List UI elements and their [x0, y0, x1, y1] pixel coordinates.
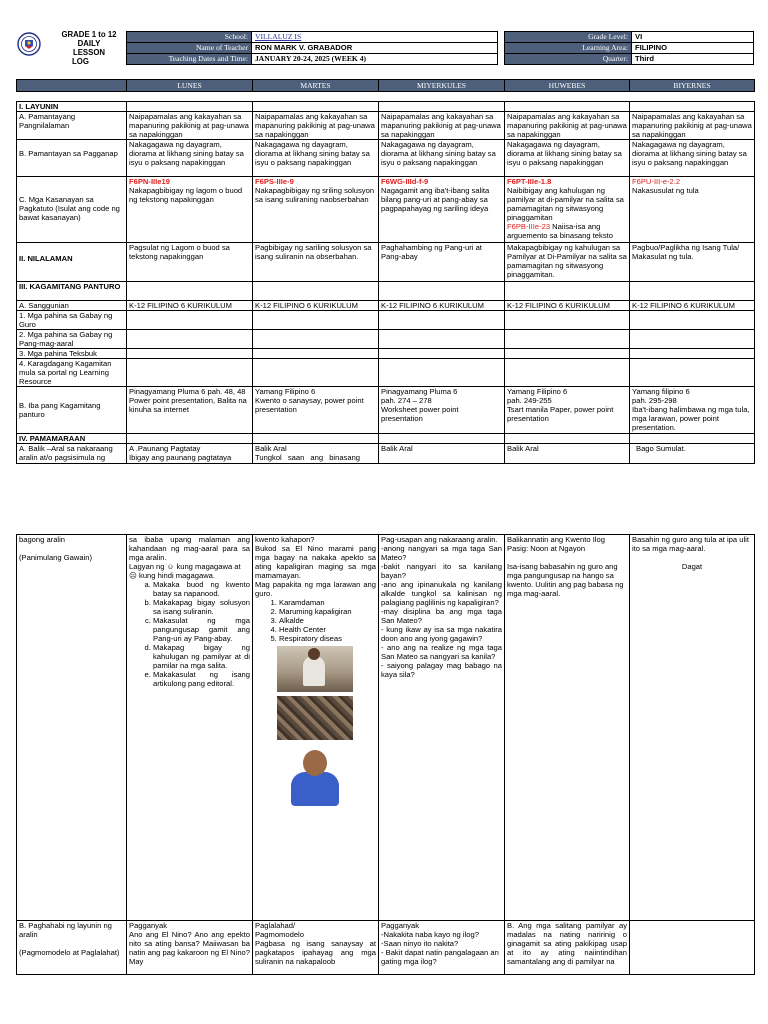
label-line: (Pagmomodelo at Paglalahat): [19, 948, 120, 957]
section-pamamaraan: IV. PAMAMARAAN: [17, 434, 127, 444]
form-title-line: LESSON: [72, 48, 106, 57]
school-label: School:: [127, 32, 252, 43]
kasanayan-huwebes: Naibibigay ang kahulugan ng pamilyar at di-pamilyar na salita sa pamamagitan ng sitwasyong pinaggamitan: [507, 186, 624, 222]
kasanayan-lunes: Nakapagbibigay ng lagom o buod ng tekstong napakinggan: [129, 186, 243, 204]
martes-text: kwento kahapon? Bukod sa El Nino marami pang mga bagay na nakaka apekto sa ating kapaligiran maging sa mga mamamayan. Mag papakita ng mga larawan ang guro.: [255, 535, 376, 598]
day-lunes: LUNES: [127, 80, 253, 92]
empty-cell: [379, 282, 505, 301]
header-left-table: [126, 31, 498, 65]
lunes-lagyan: Lagyan ng ☺ kung magagawa at ☹ kung hindi magagawa.: [129, 562, 241, 580]
label-balik-aral: A. Balik –Aral sa nakaraang aralin at/o pagsisimula ng: [17, 444, 127, 464]
miyerkules-text: Pag-usapan ang nakaraang aralin. -anong nangyari sa mga taga San Mateo? -bakit nangyari ito sa kanilang bayan? -ano ang ipinanukala ng kanilang alkalde tungkol sa kalinisan ng palagiang paglilinis ng kapaligiran? -may disiplina ba ang mga taga San Mateo? - kung ikaw ay isa sa mga nakatira doon ano ang iyong gagawin? - ano ang na realize ng mga taga San Mateo sa nangyari sa kanila? - saiyong palagay mag babago na kaya sila?: [381, 535, 502, 679]
balik-line: Bago Sumulat.: [636, 444, 686, 453]
iba-huwebes: [505, 387, 630, 434]
cell-panimula-lunes: [127, 535, 253, 921]
section-kagamitang-panturo: III. KAGAMITANG PANTURO: [17, 282, 127, 301]
huwebes-title: Balikannatin ang Kwento Ilog Pasig: Noon at Ngayon: [507, 535, 605, 553]
cell-a-lunes: Naipapamalas ang kakayahan sa mapanuring pakikinig at pag-unawa sa napakinggan: [127, 112, 253, 140]
quarter-label: Quarter:: [505, 54, 632, 65]
balik-lunes: [127, 444, 253, 464]
kasanayan-huwebes-extra: Naiisa-isa ang arguemento sa binasang teksto: [507, 222, 613, 240]
lunes-intro: sa ibaba upang malaman ang kahandaan ng mag-aaral para sa mga aralin.: [129, 535, 250, 562]
day-header-blank: [17, 80, 127, 92]
day-huwebes: HUWEBES: [505, 80, 630, 92]
code-martes: F6PS-IIIe-9: [255, 177, 294, 186]
balik-line: Balik Aral: [255, 444, 287, 453]
empty-cell: [630, 282, 755, 301]
label-pamantayan-sa-pagganap: B. Pamantayan sa Pagganap: [17, 140, 127, 177]
list-item: c. Makasulat ng mga pangungusap gamit ang Pang-uri ay Pang-abay.: [153, 616, 250, 643]
code-huwebes-extra: F6PB-IIIe-23: [507, 222, 551, 231]
cell-panimula-martes: [253, 535, 379, 921]
form-title-line: GRADE 1 to 12: [61, 30, 117, 39]
code-biyernes: F6PU-III-e-2.2: [632, 177, 681, 186]
day-biyernes: BIYERNES: [630, 80, 755, 92]
cell-c-martes: [253, 177, 379, 243]
day-martes: MARTES: [253, 80, 379, 92]
martes-list: [255, 598, 376, 643]
label-iba-pang-kagamitan: B. Iba pang Kagamitang panturo: [17, 387, 127, 434]
sanggunian-miyerkules: K-12 FILIPINO 6 KURIKULUM: [379, 301, 505, 311]
iba-martes: [253, 387, 379, 434]
cell-panimula-miyerkules: [379, 535, 505, 921]
list-item: b. Makakapag bigay solusyon sa isang suliranin.: [153, 598, 250, 616]
paghahabi-martes: Paglalahad/ Pagmomodelo Pagbasa ng isang sanaysay at pagkatapos ipahayag ang mga suliranin na nakapaloob: [253, 921, 379, 975]
dates-value: JANUARY 20-24, 2025 (WEEK 4): [252, 54, 498, 65]
empty-cell: [379, 434, 505, 444]
huwebes-text: Isa-isang babasahin ng guro ang mga pangungusap na hango sa kwento. Uulitin ang pag babasa ng mga mag-aaral.: [507, 562, 624, 598]
photo-figure-head: [308, 648, 320, 660]
label-line: (Panimulang Gawain): [19, 553, 93, 562]
empty-cell: [253, 359, 379, 387]
iba-line: Iba't-ibang halimbawa ng mga tula, mga larawan, power point presentation.: [632, 405, 750, 432]
cell-b-biyernes: Nakagagawa ng dayagram, diorama at likhang sining batay sa isyu o paksang napakinggan: [630, 140, 755, 177]
label-teksbuk: 3. Mga pahina Teksbuk: [17, 349, 127, 359]
kasanayan-martes: Nakapagbibigay ng sriling solusyon sa isang suliraning naobserbahan: [255, 186, 375, 204]
empty-cell: [505, 330, 630, 349]
label-gabay-ng-guro: 1. Mga pahina sa Gabay ng Guro: [17, 311, 127, 330]
empty-cell: [127, 434, 253, 444]
deped-logo: [17, 32, 41, 56]
sanggunian-martes: K-12 FILIPINO 6 KURIKULUM: [253, 301, 379, 311]
nilalaman-miyerkules: Paghahambing ng Pang-uri at Pang-abay: [379, 243, 505, 282]
empty-cell: [379, 349, 505, 359]
biyernes-text: Basahin ng guro ang tula at ipa ulit ito sa mga mag-aaral.: [632, 535, 749, 553]
biyernes-title: Dagat: [681, 562, 703, 571]
empty-cell: [630, 349, 755, 359]
balik-line: Balik Aral: [381, 444, 413, 453]
iba-line: Power point presentation, Balita na kinuha sa internet: [129, 396, 247, 414]
empty-cell: [127, 330, 253, 349]
iba-line: Yamang Filipino 6: [507, 387, 568, 396]
balik-huwebes: [505, 444, 630, 464]
cell-c-huwebes: [505, 177, 630, 243]
school-value[interactable]: VILLALUZ IS: [252, 32, 498, 43]
list-item: 3. Alkalde: [279, 616, 376, 625]
empty-cell: [505, 349, 630, 359]
empty-cell: [505, 102, 630, 112]
cell-a-biyernes: Naipapamalas ang kakayahan sa mapanuring pakikinig at pag-unawa sa napakinggan: [630, 112, 755, 140]
label-sanggunian: A. Sanggunian: [17, 301, 127, 311]
cell-panimula-huwebes: [505, 535, 630, 921]
lunes-checklist: [129, 580, 250, 688]
label-mga-kasanayan: C. Mga Kasanayan sa Pagkatuto (Isulat ang code ng bawat kasanayan): [17, 177, 127, 243]
iba-line: Yamang Filipino 6: [255, 387, 316, 396]
empty-cell: [630, 434, 755, 444]
list-item: 1. Karamdaman: [279, 598, 376, 607]
form-title-line: DAILY: [77, 39, 101, 48]
label-bagong-aralin: [17, 535, 127, 921]
empty-cell: [630, 311, 755, 330]
label-karagdagang-kagamitan: 4. Karagdagang Kagamitan mula sa portal ng Learning Resource: [17, 359, 127, 387]
empty-cell: [127, 349, 253, 359]
empty-cell: [630, 330, 755, 349]
cell-c-lunes: [127, 177, 253, 243]
empty-cell: [253, 311, 379, 330]
cell-a-huwebes: Naipapamalas ang kakayahan sa mapanuring pakikinig at pag-unawa sa napakinggan: [505, 112, 630, 140]
nilalaman-lunes: Pagsulat ng Lagom o buod sa tekstong napakinggan: [127, 243, 253, 282]
empty-cell: [505, 311, 630, 330]
iba-line: Pinagyamang Pluma 6 pah. 48, 48: [129, 387, 246, 396]
empty-cell: [505, 359, 630, 387]
cell-a-martes: Naipapamalas ang kakayahan sa mapanuring pakikinig at pag-unawa sa napakinggan: [253, 112, 379, 140]
empty-cell: [379, 359, 505, 387]
cell-panimula-biyernes: [630, 535, 755, 921]
dll-table-page2: [16, 534, 755, 975]
sanggunian-lunes: K-12 FILIPINO 6 KURIKULUM: [127, 301, 253, 311]
iba-line: Yamang filipino 6: [632, 387, 690, 396]
empty-cell: [379, 330, 505, 349]
balik-line: Tungkol saan ang binasang: [255, 453, 361, 462]
grade-value: VI: [632, 32, 754, 43]
deped-seal-icon: [17, 32, 41, 56]
empty-cell: [379, 102, 505, 112]
nilalaman-martes: Pagbibigay ng sariling solusyon sa isang suliranin na obserbahan.: [253, 243, 379, 282]
paghahabi-lunes: Pagganyak Ano ang El Nino? Ano ang epekto nito sa ating bansa? Maiiwasan ba natin ang pag kakaroon ng El Nino? May: [127, 921, 253, 975]
balik-line: A .Paunang Pagtatay: [129, 444, 201, 453]
list-item: e. Makakasulat ng isang artikulong pang editoral.: [153, 670, 250, 688]
dll-table-page1: [16, 79, 755, 464]
photo-dirty-surroundings: [277, 696, 353, 740]
iba-line: pah. 295-298: [632, 396, 677, 405]
area-label: Learning Area:: [505, 43, 632, 54]
iba-miyerkules: [379, 387, 505, 434]
day-header-row: [17, 80, 755, 92]
iba-lunes: [127, 387, 253, 434]
iba-line: Kwento o sanaysay, power point presentation: [255, 396, 364, 414]
teacher-label: Name of Teacher: [127, 43, 252, 54]
grade-label: Grade Level:: [505, 32, 632, 43]
nilalaman-biyernes: Pagbuo/Paglikha ng Isang Tula/ Makasulat ng tula.: [630, 243, 755, 282]
list-item: 5. Respiratory diseas: [279, 634, 376, 643]
cell-c-biyernes: [630, 177, 755, 243]
cell-b-martes: Nakagagawa ng dayagram, diorama at likhang sining batay sa isyu o paksang napakinggan: [253, 140, 379, 177]
cell-b-miyerkules: Nakagagawa ng dayagram, diorama at likhang sining batay sa isyu o paksang napakinggan: [379, 140, 505, 177]
paghahabi-huwebes: B. Ang mga salitang pamilyar ay madalas na nating naririnig o ginagamit sa ating pakikipag usap at ito ay ating naiintindihan samantalang ang di pamilyar na: [505, 921, 630, 975]
section-nilalaman: II. NILALAMAN: [17, 243, 127, 282]
form-title: [52, 30, 126, 66]
cell-b-huwebes: Nakagagawa ng dayagram, diorama at likhang sining batay sa isyu o paksang napakinggan: [505, 140, 630, 177]
area-value: FILIPINO: [632, 43, 754, 54]
cell-b-lunes: Nakagagawa ng dayagram, diorama at likhang sining batay sa isyu o paksang napakinggan: [127, 140, 253, 177]
iba-line: pah. 274 – 278: [381, 396, 432, 405]
balik-line: Ibigay ang paunang pagtataya: [129, 453, 232, 462]
form-title-line: LOG: [72, 57, 89, 66]
photo-mayor-body: [291, 772, 339, 806]
quarter-value: Third: [632, 54, 754, 65]
balik-line: Balik Aral: [507, 444, 539, 453]
iba-biyernes: [630, 387, 755, 434]
balik-martes: [253, 444, 379, 464]
iba-line: Worksheet power point presentation: [381, 405, 459, 423]
paghahabi-miyerkules: Pagganyak -Nakakita naba kayo ng ilog? -Saan ninyo ito nakita? - Bakit dapat natin pangalagaan an gating mga ilog?: [379, 921, 505, 975]
list-item: 2. Maruming kapaligiran: [279, 607, 376, 616]
list-item: 4. Health Center: [279, 625, 376, 634]
empty-cell: [630, 359, 755, 387]
label-pamantayang-pangnilalaman: A. Pamantayang Pangnilalaman: [17, 112, 127, 140]
cell-c-miyerkules: [379, 177, 505, 243]
label-gabay-ng-mag-aaral: 2. Mga pahina sa Gabay ng Pang-mag-aaral: [17, 330, 127, 349]
empty-cell: [127, 282, 253, 301]
code-huwebes: F6PT-IIIe-1.8: [507, 177, 552, 186]
spacer-row: [17, 92, 755, 102]
empty-cell: [253, 282, 379, 301]
empty-cell: [253, 102, 379, 112]
code-lunes: F6PN-IIIe19: [129, 177, 170, 186]
paghahabi-biyernes: [630, 921, 755, 975]
empty-cell: [127, 359, 253, 387]
dates-label: Teaching Dates and Time:: [127, 54, 252, 65]
empty-cell: [630, 102, 755, 112]
empty-cell: [505, 282, 630, 301]
photo-figure: [303, 656, 325, 686]
photo-mayor: [277, 746, 353, 808]
photo-mayor-head: [303, 750, 327, 776]
kasanayan-biyernes: Nakasusulat ng tula: [632, 186, 699, 195]
cell-a-miyerkules: Naipapamalas ang kakayahan sa mapanuring pakikinig at pag-unawa sa napakinggan: [379, 112, 505, 140]
day-miyerkules: MIYERKULES: [379, 80, 505, 92]
label-paghahabi: [17, 921, 127, 975]
kasanayan-miyerkules: Nagagamit ang iba't-ibang salita bilang pang-uri at pang-abay sa pagpapahayag ng sariling ideya: [381, 186, 490, 213]
balik-biyernes: [630, 444, 755, 464]
nilalaman-huwebes: Makapagbibigay ng kahulugan sa Pamilyar at Di-Pamilyar na salita sa pamamagitan ng sitwasyong pinaggamitan.: [505, 243, 630, 282]
empty-cell: [127, 311, 253, 330]
code-miyerkules: F6WG-IIId-f-9: [381, 177, 429, 186]
teacher-value: RON MARK V. GRABADOR: [252, 43, 498, 54]
empty-cell: [253, 349, 379, 359]
sanggunian-huwebes: K-12 FILIPINO 6 KURIKULUM: [505, 301, 630, 311]
label-line: bagong aralin: [19, 535, 66, 544]
iba-line: Tsart manila Paper, power point presentation: [507, 405, 614, 423]
empty-cell: [253, 330, 379, 349]
photo-sick-person: [277, 646, 353, 692]
empty-cell: [127, 102, 253, 112]
empty-cell: [505, 434, 630, 444]
header-right-table: [504, 31, 754, 65]
list-item: d. Makapag bigay ng kahulugan ng pamilyar at di pamilar na mga salita.: [153, 643, 250, 670]
empty-cell: [253, 434, 379, 444]
empty-cell: [379, 311, 505, 330]
section-layunin: I. LAYUNIN: [17, 102, 127, 112]
list-item: a. Makaka buod ng kwento batay sa napanood.: [153, 580, 250, 598]
label-line: B. Paghahabi ng layunin ng aralin: [19, 921, 112, 939]
iba-line: Pinagyamang Pluma 6: [381, 387, 458, 396]
sanggunian-biyernes: K-12 FILIPINO 6 KURIKULUM: [630, 301, 755, 311]
balik-miyerkules: [379, 444, 505, 464]
iba-line: pah. 249-255: [507, 396, 552, 405]
